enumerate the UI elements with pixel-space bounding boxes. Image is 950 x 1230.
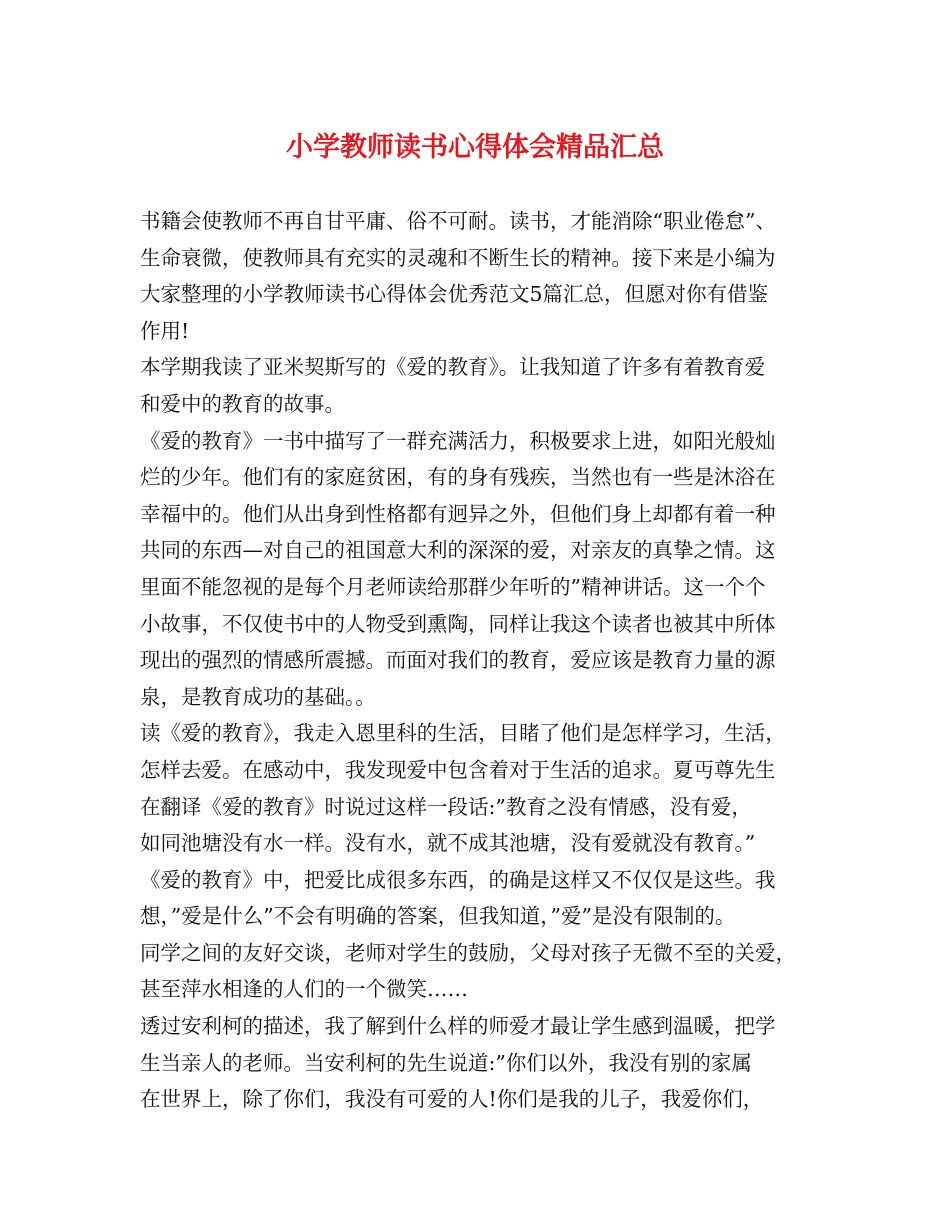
text-line: 生命衰微，使教师具有充实的灵魂和不断生长的精神。接下来是小编为 bbox=[140, 245, 776, 270]
text-line: 泉，是教育成功的基础。。 bbox=[140, 684, 376, 709]
text-line: 作用! bbox=[140, 318, 190, 343]
text-line: 怎样去爱。在感动中，我发现爱中包含着对于生活的追求。夏丏尊先生 bbox=[140, 757, 776, 782]
text-line: 小故事，不仅使书中的人物受到熏陶，同样让我这个读者也被其中所体 bbox=[140, 611, 776, 636]
text-line: 《爱的教育》一书中描写了一群充满活力，积极要求上进，如阳光般灿 bbox=[140, 428, 776, 453]
text-line: 想，”爱是什么”不会有明确的答案，但我知道，”爱”是没有限制的。 bbox=[140, 904, 736, 929]
text-line: 《爱的教育》中，把爱比成很多东西，的确是这样又不仅仅是这些。我 bbox=[140, 867, 776, 892]
text-line: 共同的东西—对自己的祖国意大利的深深的爱，对亲友的真挚之情。这 bbox=[140, 538, 776, 563]
text-line: 现出的强烈的情感所震撼。而面对我们的教育，爱应该是教育力量的源 bbox=[140, 648, 776, 673]
text-line: 在世界上，除了你们，我没有可爱的人!你们是我的儿子，我爱你们， bbox=[140, 1087, 764, 1112]
text-line: 本学期我读了亚米契斯写的《爱的教育》。让我知道了许多有着教育爱 bbox=[140, 355, 766, 380]
text-line: 如同池塘没有水一样。没有水，就不成其池塘，没有爱就没有教育。” bbox=[140, 831, 756, 856]
text-line: 幸福中的。他们从出身到性格都有迥异之外，但他们身上却都有着一种 bbox=[140, 501, 776, 526]
text-line: 甚至萍水相逢的人们的一个微笑…… bbox=[140, 977, 468, 1002]
text-line: 大家整理的小学教师读书心得体会优秀范文5篇汇总，但愿对你有借鉴 bbox=[140, 282, 769, 307]
text-line: 透过安利柯的描述，我了解到什么样的师爱才最让学生感到温暖，把学 bbox=[140, 1014, 776, 1039]
text-line: 读《爱的教育》，我走入恩里科的生活，目睹了他们是怎样学习，生活， bbox=[140, 721, 786, 746]
text-line: 书籍会使教师不再自甘平庸、俗不可耐。读书，才能消除“职业倦怠”、 bbox=[140, 209, 776, 233]
text-line: 和爱中的教育的故事。 bbox=[140, 391, 345, 416]
text-line: 在翻译《爱的教育》时说过这样一段话:”教育之没有情感，没有爱， bbox=[140, 794, 752, 819]
text-line: 生当亲人的老师。当安利柯的先生说道:”你们以外，我没有别的家属 bbox=[140, 1050, 752, 1075]
document-body bbox=[140, 203, 830, 1118]
document-title: 小学教师读书心得体会精品汇总 bbox=[286, 132, 664, 163]
text-line: 烂的少年。他们有的家庭贫困，有的身有残疾，当然也有一些是沐浴在 bbox=[140, 465, 776, 490]
text-line: 同学之间的友好交谈，老师对学生的鼓励，父母对孩子无微不至的关爱， bbox=[140, 940, 796, 965]
text-line: 里面不能忽视的是每个月老师读给那群少年听的”精神讲话。这一个个 bbox=[140, 574, 766, 599]
